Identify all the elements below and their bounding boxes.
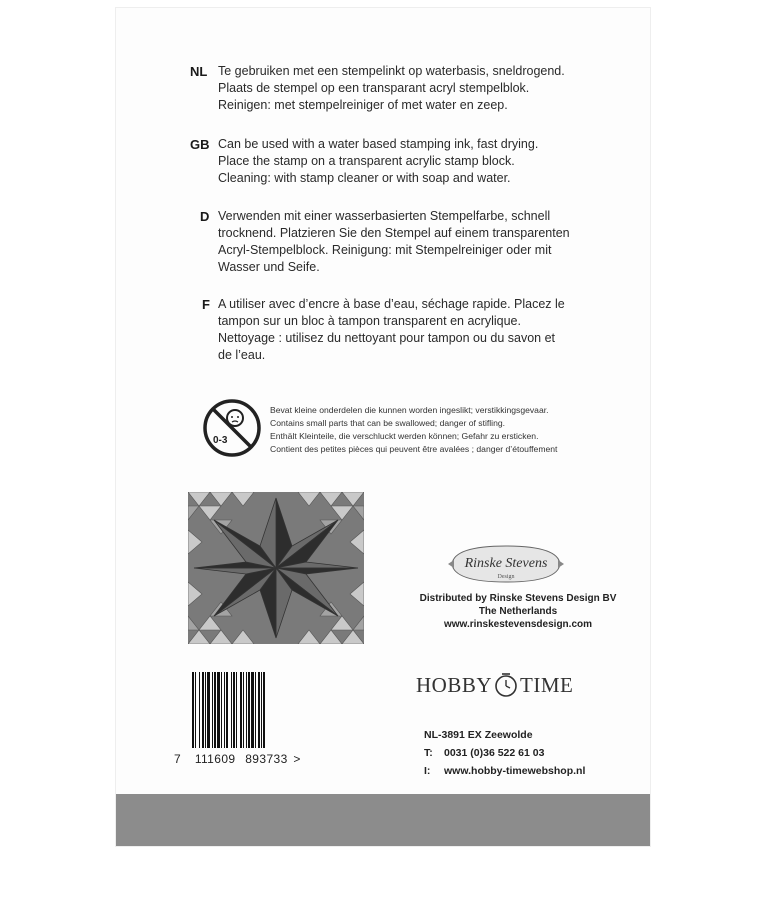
retailer-contact (424, 726, 585, 780)
lang-code-nl: NL (190, 64, 208, 79)
instructions-nl (218, 63, 638, 114)
instruction-line: Place the stamp on a transparent acrylic stamp block. (218, 154, 515, 168)
instructions-gb (218, 136, 638, 187)
warning-line: Bevat kleine onderdelen die kunnen worden ingeslikt; verstikkingsgevaar. (270, 405, 549, 415)
retailer-phone-row (424, 744, 585, 762)
instruction-line: Te gebruiken met een stempelinkt op waterbasis, sneldrogend. (218, 64, 565, 78)
instruction-line: A utiliser avec d’encre à base d’eau, séchage rapide. Placez le (218, 297, 565, 311)
instruction-line: Wasser und Seife. (218, 260, 320, 274)
retailer-web: www.hobby-timewebshop.nl (444, 765, 586, 777)
instruction-line: Cleaning: with stamp cleaner or with soap and water. (218, 171, 511, 185)
lang-code-gb: GB (190, 137, 210, 152)
instruction-line: tampon sur un bloc à tampon transparent en acrylique. (218, 314, 521, 328)
lang-code-d: D (200, 209, 210, 224)
web-label: I: (424, 765, 431, 777)
instruction-line: Verwenden mit einer wasserbasierten Stempelfarbe, schnell (218, 209, 551, 223)
instruction-line: trocknend. Platzieren Sie den Stempel auf einem transparenten (218, 226, 570, 240)
warning-text (270, 404, 557, 456)
clock-icon (493, 672, 519, 698)
phone-label: T: (424, 747, 433, 759)
star-pattern-image (188, 492, 364, 644)
barcode-first-digit: 7 (174, 752, 182, 766)
hobby-word: HOBBY (416, 672, 493, 697)
retailer-web-row (424, 762, 585, 780)
warning-line: Enthält Kleinteile, die verschluckt werden können; Gefahr zu ersticken. (270, 431, 539, 441)
age-label: 0-3 (213, 435, 228, 446)
distributor-url: www.rinskestevensdesign.com (443, 619, 593, 630)
bottom-band (116, 794, 650, 846)
retailer-address: NL-3891 EX Zeewolde (424, 729, 533, 741)
instruction-line: de l’eau. (218, 348, 266, 362)
barcode-end-mark: > (293, 752, 301, 766)
retailer-phone: 0031 (0)36 522 61 03 (444, 747, 545, 759)
logo-script-text: Rinske Stevens (464, 556, 548, 571)
distributor-info (398, 592, 638, 631)
barcode-image (190, 672, 310, 748)
lang-code-f: F (202, 297, 210, 312)
instruction-line: Acryl-Stempelblock. Reinigung: mit Stempelreiniger oder mit (218, 243, 552, 257)
rinske-stevens-logo (444, 540, 568, 588)
warning-line: Contient des petites pièces qui peuvent être avalées ; danger d’étouffement (270, 444, 558, 454)
instruction-line: Nettoyage : utilisez du nettoyant pour tampon ou du savon et (218, 331, 556, 345)
instruction-line: Reinigen: met stempelreiniger of met water en zeep. (218, 98, 508, 112)
time-word: TIME (520, 672, 574, 697)
choking-hazard-icon (202, 398, 262, 458)
instructions-f (218, 296, 638, 364)
logo-sub-text: Design (497, 574, 515, 580)
warning-line: Contains small parts that can be swallowed; danger of stifling. (270, 418, 506, 428)
instruction-line: Can be used with a water based stamping ink, fast drying. (218, 137, 539, 151)
instructions-d (218, 208, 638, 276)
barcode-group-2: 893733 (245, 752, 288, 766)
barcode-group-1: 111609 (194, 752, 236, 766)
barcode-number (174, 752, 301, 766)
hobby-time-logo (416, 672, 573, 698)
distributor-line: Distributed by Rinske Stevens Design BV (419, 593, 617, 604)
instruction-line: Plaats de stempel op een transparant acryl stempelblok. (218, 81, 530, 95)
distributor-line: The Netherlands (478, 606, 558, 617)
